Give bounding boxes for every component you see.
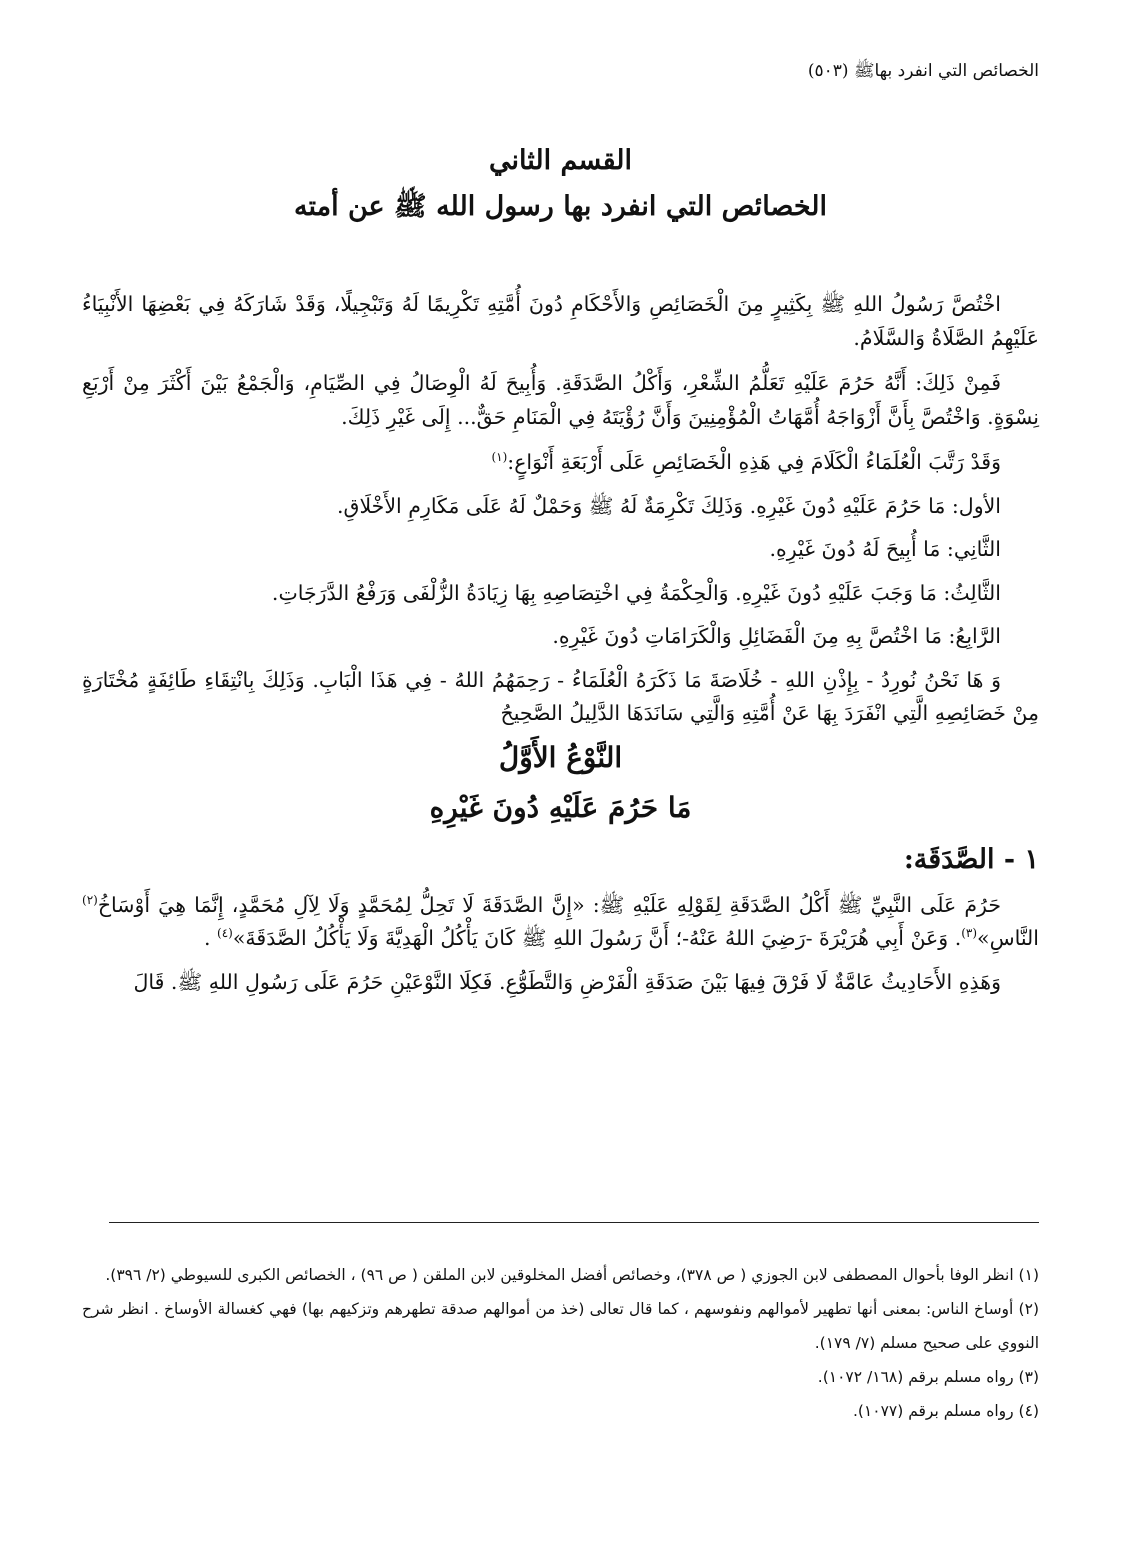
body-text: [82, 288, 1039, 1011]
paragraph-type-second: الثَّانِي: مَا أُبِيحَ لَهُ دُونَ غَيْرِهِ.: [769, 537, 1001, 561]
charity-text-b: النَّاسِ»: [977, 926, 1039, 950]
footnote-3: (٣) رواه مسلم برقم (١٦٨/ ١٠٧٢).: [817, 1368, 1039, 1386]
footnote-divider: [109, 1222, 1039, 1223]
item-heading-charity: ١ - الصَّدَقَة:: [903, 843, 1039, 875]
charity-text-d: .: [203, 926, 218, 950]
section-title-line2: الخصائص التي انفرد بها رسول الله ﷺ عن أمته: [294, 191, 827, 222]
footnote-ref-1[interactable]: (١): [491, 450, 508, 465]
footnote-2: (٢) أوساخ الناس: بمعنى أنها تطهير لأموالهم ونفوسهم ، كما قال تعالى (خذ من أموالهم صدقة تطهرهم وتزكيهم بها) فهي كغسالة الأوساخ . انظر شرح النووي على صحيح مسلم (٧/ ١٧٩).: [82, 1300, 1039, 1352]
footnote-ref-4[interactable]: (٤): [217, 926, 233, 941]
footnotes: [82, 1258, 1039, 1428]
charity-text-c: . وَعَنْ أَبِي هُرَيْرَةَ -رَضِيَ اللهُ عَنْهُ-؛ أَنَّ رَسُولَ اللهِ ﷺ كَانَ يَأْكُلُ الْهَدِيَّةَ وَلَا يَأْكُلُ الصَّدَقَةَ»: [232, 926, 962, 950]
charity-text-a: حَرُمَ عَلَى النَّبِيِّ ﷺ أَكْلُ الصَّدَقَةِ لِقَوْلِهِ عَلَيْهِ ﷺ: «إِنَّ الصَّدَقَةَ لَا تَحِلُّ لِمُحَمَّدٍ وَلَا لِآلِ مُحَمَّدٍ، إِنَّمَا هِيَ أَوْسَاخُ: [97, 892, 1001, 917]
paragraph-type-third: الثَّالِثُ: مَا وَجَبَ عَلَيْهِ دُونَ غَيْرِهِ. وَالْحِكْمَةُ فِي اخْتِصَاصِهِ بِهَا زِيَادَةُ الزُّلْفَى وَرَفْعُ الدَّرَجَاتِ.: [271, 580, 1001, 605]
paragraph-intro: اخْتُصَّ رَسُولُ اللهِ ﷺ بِكَثِيرٍ مِنَ الْخَصَائِصِ وَالأَحْكَامِ دُونَ أُمَّتِهِ تَكْرِيمًا لَهُ وَتَبْجِيلًا، وَقَدْ شَارَكَهُ فِي بَعْضِهَا الأَنْبِيَاءُ عَلَيْهِمُ الصَّلَاةُ وَالسَّلَامُ.: [82, 292, 1039, 350]
subheading-prohibited: مَا حَرُمَ عَلَيْهِ دُونَ غَيْرِهِ: [429, 790, 692, 824]
section-title: [90, 138, 1031, 230]
paragraph-type-fourth: الرَّابِعُ: مَا اخْتُصَّ بِهِ مِنَ الْفَضَائِلِ وَالْكَرَامَاتِ دُونَ غَيْرِهِ.: [552, 624, 1001, 648]
footnote-ref-2[interactable]: (٢): [82, 892, 98, 907]
running-header: الخصائص التي انفرد بهاﷺ (٥٠٣): [807, 61, 1039, 81]
paragraph-examples: فَمِنْ ذَلِكَ: أَنَّهُ حَرُمَ عَلَيْهِ تَعَلُّمُ الشِّعْرِ، وَأَكْلُ الصَّدَقَةِ. وَأُبِيحَ لَهُ الْوِصَالُ فِي الصِّيَامِ، وَالْجَمْعُ بَيْنَ أَكْثَرَ مِنْ أَرْبَعِ نِسْوَةٍ. وَاخْتُصَّ بِأَنَّ أَزْوَاجَهُ أُمَّهَاتُ الْمُؤْمِنِينَ وَأَنَّ رُؤْيَتَهُ فِي الْمَنَامِ حَقٌّ... إِلَى غَيْرِ ذَلِكَ.: [82, 371, 1039, 429]
footnote-1: (١) انظر الوفا بأحوال المصطفى لابن الجوزي ( ص ٣٧٨)، وخصائص أفضل المخلوقين لابن الملقن ( ص ٩٦) ، الخصائص الكبرى للسيوطي (٢/ ٣٩٦).: [105, 1266, 1039, 1284]
subheading-first-type: النَّوْعُ الأَوَّلُ: [498, 740, 623, 774]
footnote-4: (٤) رواه مسلم برقم (١٠٧٧).: [852, 1402, 1039, 1420]
section-title-line1: القسم الثاني: [489, 145, 632, 176]
paragraph-selection: وَ هَا نَحْنُ نُورِدُ - بِإِذْنِ اللهِ - خُلَاصَةَ مَا ذَكَرَهُ الْعُلَمَاءُ - رَحِمَهُمُ اللهُ - فِي هَذَا الْبَابِ. وَذَلِكَ بِانْتِقَاءِ طَائِفَةٍ مُخْتَارَةٍ مِنْ خَصَائِصِهِ الَّتِي انْفَرَدَ بِهَا عَنْ أُمَّتِهِ وَالَّتِي سَانَدَهَا الدَّلِيلُ الصَّحِيحُ: [82, 667, 1039, 725]
paragraph-hadith-general: وَهَذِهِ الأَحَادِيثُ عَامَّةٌ لَا فَرْقَ فِيهَا بَيْنَ صَدَقَةِ الْفَرْضِ وَالتَّطَوُّعِ. فَكِلَا النَّوْعَيْنِ حَرُمَ عَلَى رَسُولِ اللهِ ﷺ. قَالَ: [133, 969, 1001, 994]
paragraph-types-intro-text: وَقَدْ رَتَّبَ الْعُلَمَاءُ الْكَلَامَ فِي هَذِهِ الْخَصَائِصِ عَلَى أَرْبَعَةِ أَنْوَاعٍ:: [507, 450, 1001, 474]
paragraph-types-intro: [82, 446, 1039, 480]
paragraph-type-first: الأول: مَا حَرُمَ عَلَيْهِ دُونَ غَيْرِهِ. وَذَلِكَ تَكْرِمَةٌ لَهُ ﷺ وَحَمْلٌ لَهُ عَلَى مَكَارِمِ الأَخْلَاقِ.: [337, 493, 1001, 518]
footnote-ref-3[interactable]: (٣): [961, 926, 978, 941]
paragraph-charity: [82, 889, 1039, 956]
